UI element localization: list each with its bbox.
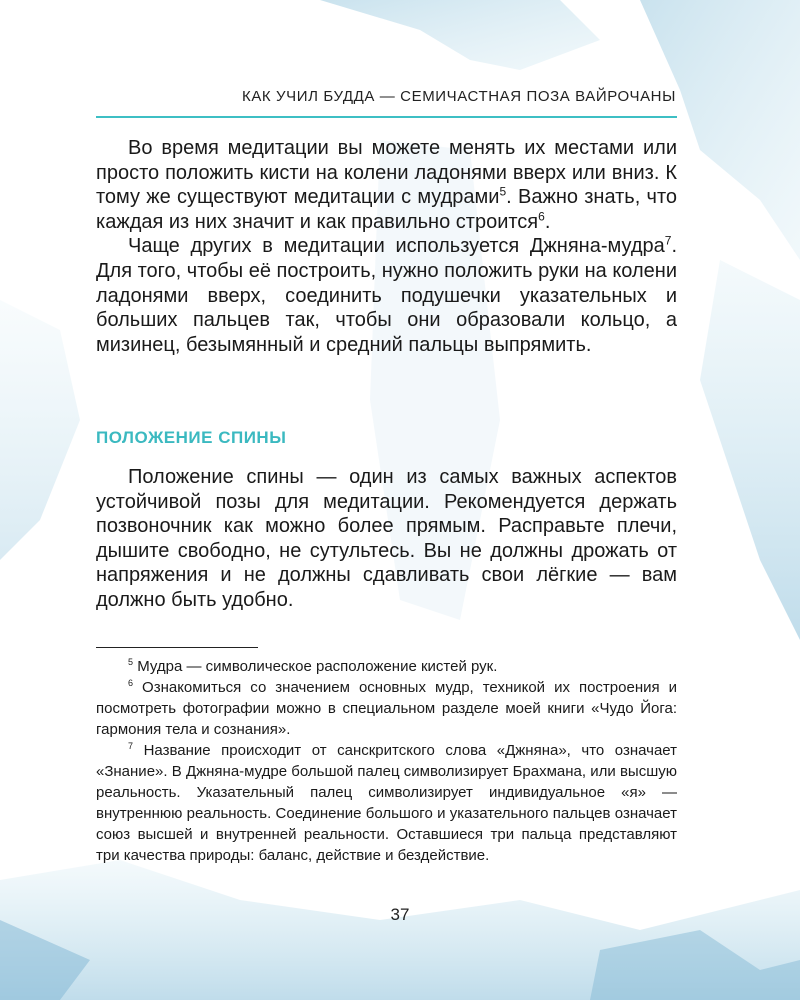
footnote-divider bbox=[96, 647, 258, 648]
footnote-number: 6 bbox=[128, 678, 134, 688]
main-text bbox=[96, 136, 677, 357]
footnote-5: $^5$ Мудра — символическое расположение кистей рук. bbox=[128, 657, 498, 675]
footnote-7: $^7$ Название происходит от санскритского слова «Джняна», что означает «Знание». В Джняна-мудре большой палец символизирует Брахмана, или высшую реальность. Указательный палец символизирует индивидуальное «я» — внутреннюю реальность. Соединение большого и указательного пальцев означает союз высшей и внутренней реальности. Оставшиеся три пальца представляют три качества природы: баланс, действие и бездействие. bbox=[96, 741, 677, 864]
footnote-ref-7[interactable]: 7 bbox=[664, 233, 672, 248]
header-divider bbox=[96, 116, 677, 118]
section-text bbox=[96, 465, 677, 613]
paragraph-3: Положение спины — один из самых важных аспектов устойчивой позы для медитации. Рекомендуется держать позвоночник как можно более прямым. Расправьте плечи, дышите свободно, не сутультесь. Вы не должны дрожать от напряжения и не должны сдавливать свои лёгкие — вам должно быть удобно. bbox=[96, 466, 677, 611]
section-heading: ПОЛОЖЕНИЕ СПИНЫ bbox=[96, 428, 287, 447]
running-header: КАК УЧИЛ БУДДА — СЕМИЧАСТНАЯ ПОЗА ВАЙРОЧАНЫ bbox=[241, 88, 676, 105]
footnote-ref-5[interactable]: 5 bbox=[499, 184, 507, 199]
page-number: 37 bbox=[390, 905, 410, 924]
footnote-ref-6[interactable]: 6 bbox=[538, 209, 545, 224]
footnote-number: 7 bbox=[128, 741, 134, 751]
paragraph-1: Во время медитации вы можете менять их местами или просто положить кисти на колени ладонями вверх или вниз. К тому же существуют медитации с мудрами$^5$. Важно знать, что каждая из них значит и как правильно строится$^6$. bbox=[96, 137, 677, 233]
footnotes bbox=[96, 656, 677, 866]
footnote-6: $^6$ Ознакомиться со значением основных мудр, техникой их построения и посмотреть фотографии можно в специальном разделе моей книги «Чудо Йога: гармония тела и сознания». bbox=[96, 678, 677, 738]
paragraph-2: Чаще других в медитации используется Джняна-мудра$^7$. Для того, чтобы её построить, нужно положить руки на колени ладонями вверх, соединить подушечки указательных и больших пальцев так, чтобы они образовали кольцо, а мизинец, безымянный и средний пальцы выпрямить. bbox=[96, 233, 677, 356]
footnote-number: 5 bbox=[128, 657, 134, 667]
